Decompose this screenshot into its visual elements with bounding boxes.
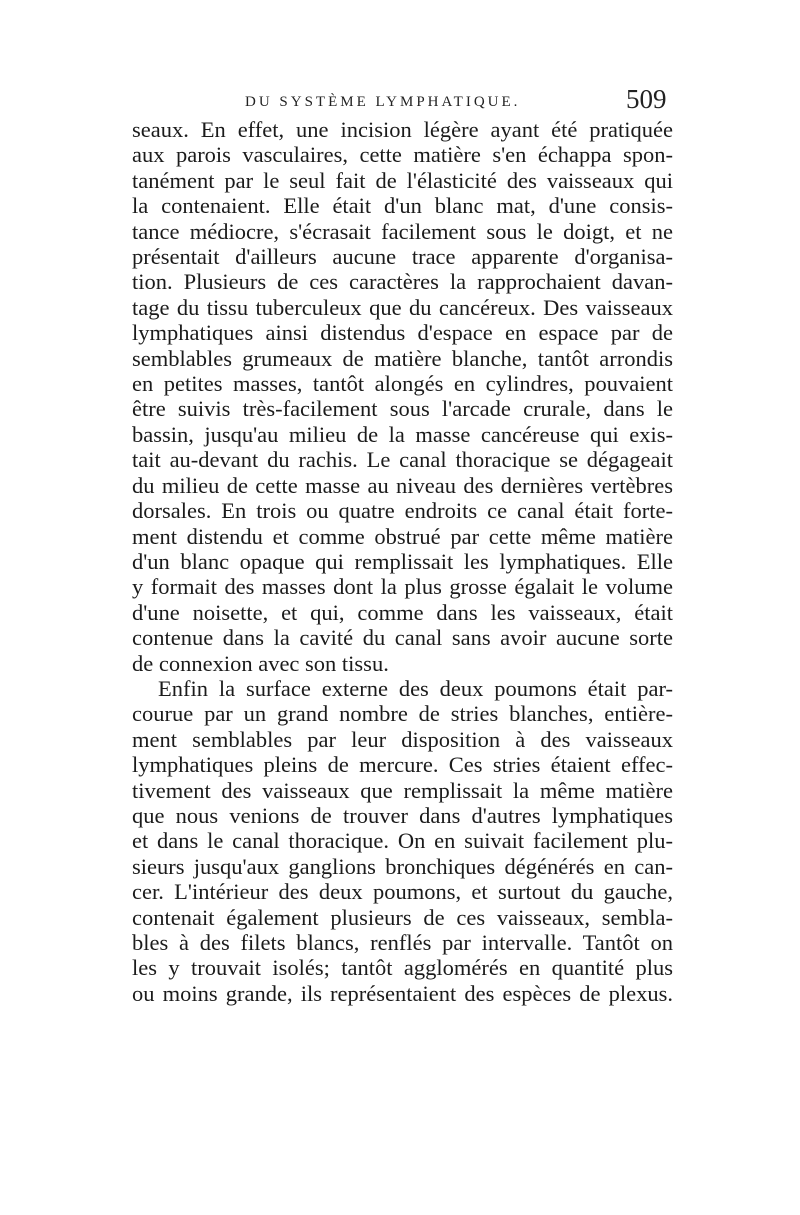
text-line: présentait d'ailleurs aucune trace apparente d'organisa- <box>132 244 673 270</box>
text-line: tance médiocre, s'écrasait facilement sous le doigt, et ne <box>132 218 673 244</box>
text-line: la contenaient. Elle était d'un blanc mat, d'une consis- <box>132 193 673 219</box>
text-line: tait au-devant du rachis. Le canal thoracique se dégageait <box>132 447 673 473</box>
text-line: tivement des vaisseaux que remplissait la même matière <box>132 777 673 803</box>
text-line: du milieu de cette masse au niveau des dernières vertèbres <box>132 472 673 498</box>
text-line: contenue dans la cavité du canal sans avoir aucune sorte <box>132 625 673 651</box>
text-line: être suivis très-facilement sous l'arcade crurale, dans le <box>132 396 673 422</box>
text-line: seaux. En effet, une incision légère ayant été pratiquée <box>132 117 673 142</box>
text-line: les y trouvait isolés; tantôt agglomérés en quantité plus <box>132 955 673 981</box>
text-line: aux parois vasculaires, cette matière s'en échappa spon- <box>132 142 673 168</box>
text-line: lymphatiques pleins de mercure. Ces stries étaient effec- <box>132 752 673 778</box>
text-line: cer. L'intérieur des deux poumons, et surtout du gauche, <box>132 879 673 905</box>
text-line: courue par un grand nombre de stries blanches, entière- <box>132 701 673 727</box>
text-line: contenait également plusieurs de ces vaisseaux, sembla- <box>132 904 673 930</box>
text-line: semblables grumeaux de matière blanche, tantôt arrondis <box>132 345 673 371</box>
body-text <box>132 117 673 1006</box>
text-line: et dans le canal thoracique. On en suivait facilement plu- <box>132 828 673 854</box>
text-line: d'un blanc opaque qui remplissait les lymphatiques. Elle <box>132 548 673 574</box>
text-line: bles à des filets blancs, renflés par intervalle. Tantôt on <box>132 930 673 955</box>
page-number: 509 <box>626 84 667 114</box>
text-line: ment distendu et comme obstrué par cette même matière <box>132 523 673 549</box>
text-line: tage du tissu tuberculeux que du cancéreux. Des vaisseaux <box>132 294 673 320</box>
paragraph-end-line: de connexion avec son tissu. <box>132 650 389 676</box>
text-line: tanément par le seul fait de l'élasticité des vaisseaux qui <box>132 167 673 193</box>
text-line: que nous venions de trouver dans d'autres lymphatiques <box>132 802 673 828</box>
text-line: tion. Plusieurs de ces caractères la rapprochaient davan- <box>132 269 673 295</box>
text-line: dorsales. En trois ou quatre endroits ce canal était forte- <box>132 498 673 524</box>
text-line: ou moins grande, ils représentaient des espèces de plexus. <box>132 980 673 1006</box>
text-line: d'une noisette, et qui, comme dans les vaisseaux, était <box>132 599 673 625</box>
text-line: sieurs jusqu'aux ganglions bronchiques dégénérés en can- <box>132 853 673 879</box>
text-line: lymphatiques ainsi distendus d'espace en espace par de <box>132 320 673 346</box>
paragraph-start-line: Enfin la surface externe des deux poumons était par- <box>158 675 673 701</box>
text-line: en petites masses, tantôt alongés en cylindres, pouvaient <box>132 371 673 397</box>
text-line: bassin, jusqu'au milieu de la masse cancéreuse qui exis- <box>132 421 673 447</box>
text-line: y formait des masses dont la plus grosse égalait le volume <box>132 574 673 600</box>
text-line: ment semblables par leur disposition à des vaisseaux <box>132 726 673 752</box>
running-head: DU SYSTÈME LYMPHATIQUE. <box>245 94 521 110</box>
